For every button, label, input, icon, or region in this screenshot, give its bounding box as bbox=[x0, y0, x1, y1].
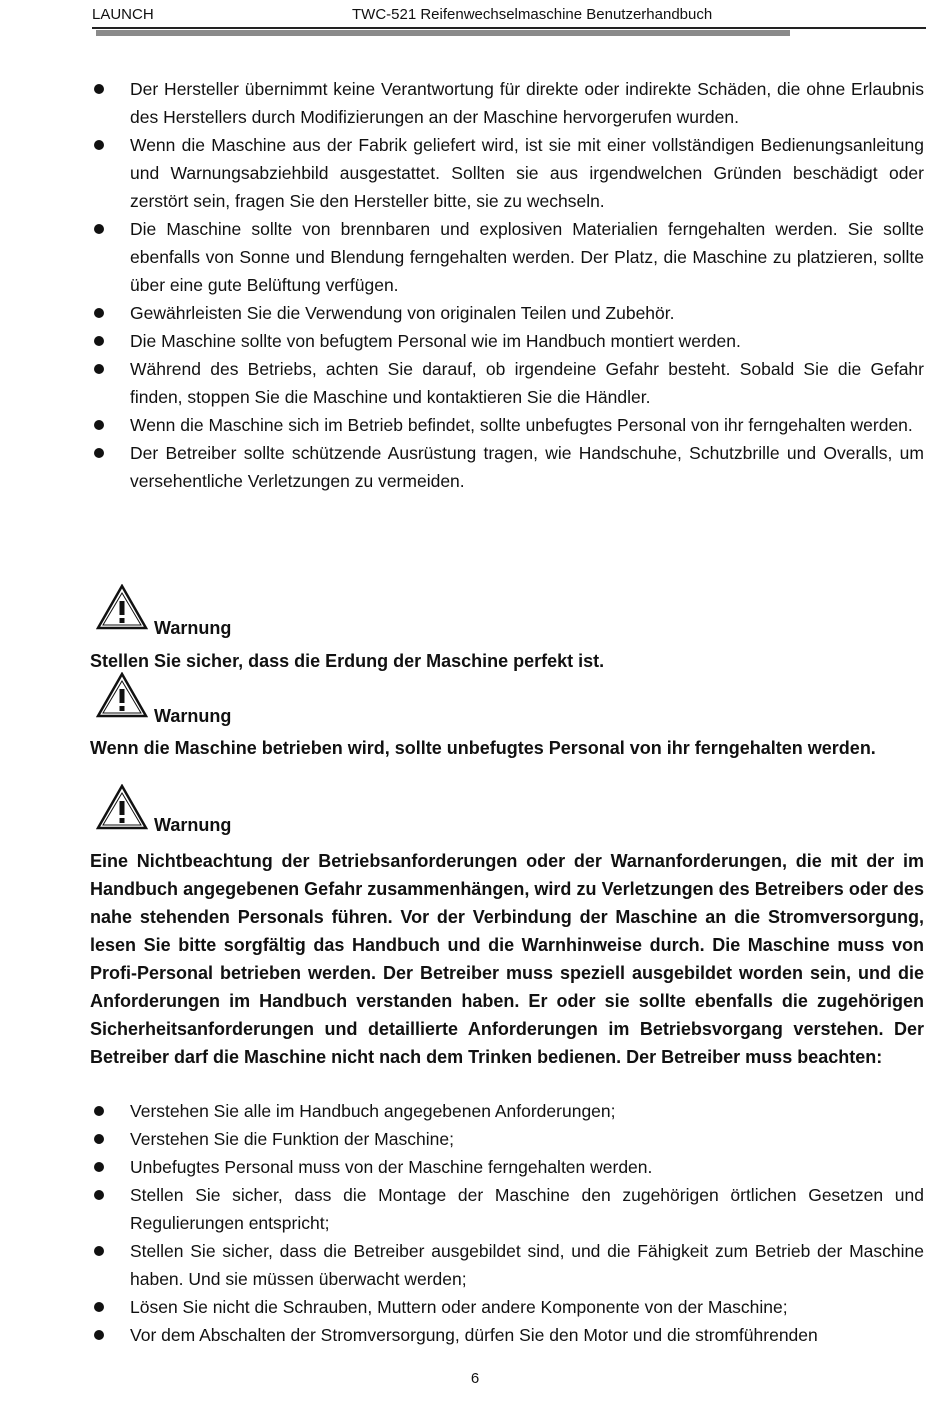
warning-label: Warnung bbox=[154, 815, 232, 835]
top-bullet-list bbox=[90, 75, 924, 495]
list-item: Lösen Sie nicht die Schrauben, Muttern oder andere Komponente von der Maschine; bbox=[90, 1293, 924, 1321]
list-item: Wenn die Maschine aus der Fabrik geliefert wird, ist sie mit einer vollständigen Bedienungsanleitung und Warnungsabziehbild ausgestattet. Sollten sie aus irgendwelchen Gründen beschädigt oder zerstört sein, fragen Sie den Hersteller bitte, sie zu wechseln. bbox=[90, 131, 924, 215]
header-rule bbox=[92, 27, 926, 29]
list-item: Der Hersteller übernimmt keine Verantwortung für direkte oder indirekte Schäden, die ohne Erlaubnis des Herstellers durch Modifizierungen an der Maschine hervorgerufen wurden. bbox=[90, 75, 924, 131]
list-item: Stellen Sie sicher, dass die Montage der Maschine den zugehörigen örtlichen Gesetzen und Regulierungen entspricht; bbox=[90, 1181, 924, 1237]
bullet-icon bbox=[94, 448, 104, 458]
list-item: Unbefugtes Personal muss von der Maschine ferngehalten werden. bbox=[90, 1153, 924, 1181]
bullet-icon bbox=[94, 1106, 104, 1116]
bullet-icon bbox=[94, 308, 104, 318]
warning-text-2: Wenn die Maschine betrieben wird, sollte unbefugtes Personal von ihr ferngehalten werden. bbox=[90, 738, 876, 758]
bullet-icon bbox=[94, 1330, 104, 1340]
header-title: TWC-521 Reifenwechselmaschine Benutzerhandbuch bbox=[352, 6, 713, 23]
bullet-icon bbox=[94, 1190, 104, 1200]
warning-label: Warnung bbox=[154, 618, 232, 638]
bullet-icon bbox=[94, 1302, 104, 1312]
bullet-icon bbox=[94, 1134, 104, 1144]
bullet-icon bbox=[94, 420, 104, 430]
list-item: Verstehen Sie alle im Handbuch angegebenen Anforderungen; bbox=[90, 1097, 924, 1125]
header-shadow-bar bbox=[96, 30, 790, 36]
list-item: Wenn die Maschine sich im Betrieb befindet, sollte unbefugtes Personal von ihr ferngehalten werden. bbox=[90, 411, 924, 439]
warning-text-1: Stellen Sie sicher, dass die Erdung der Maschine perfekt ist. bbox=[90, 651, 605, 671]
list-item: Die Maschine sollte von befugtem Personal wie im Handbuch montiert werden. bbox=[90, 327, 924, 355]
warning-triangle-icon bbox=[96, 784, 148, 830]
page-number: 6 bbox=[470, 1370, 480, 1387]
warning-label: Warnung bbox=[154, 706, 232, 726]
bullet-icon bbox=[94, 224, 104, 234]
bullet-icon bbox=[94, 140, 104, 150]
warning-text-3: Eine Nichtbeachtung der Betriebsanforderungen oder der Warnanforderungen, die mit der im Handbuch angegebenen Gefahr zusammenhängen, wird zu Verletzungen des Betreibers oder des nahe stehenden Personals führen. Vor der Verbindung der Maschine an die Stromversorgung, lesen Sie bitte sorgfältig das Handbuch und die Warnhinweise durch. Die Maschine muss von Profi-Personal betrieben werden. Der Betreiber muss speziell ausgebildet worden sein, und die Anforderungen im Handbuch verstanden haben. Er oder sie sollte ebenfalls die zugehörigen Sicherheitsanforderungen und detaillierte Anforderungen im Betriebsvorgang verstehen. Der Betreiber darf die Maschine nicht nach dem Trinken bedienen. Der Betreiber muss beachten: bbox=[90, 851, 924, 1067]
warning-triangle-icon bbox=[96, 672, 148, 718]
bullet-icon bbox=[94, 336, 104, 346]
bullet-icon bbox=[94, 364, 104, 374]
bottom-bullet-list bbox=[90, 1097, 924, 1349]
bullet-icon bbox=[94, 1162, 104, 1172]
bullet-icon bbox=[94, 1246, 104, 1256]
header-brand: LAUNCH bbox=[92, 6, 154, 23]
bullet-icon bbox=[94, 84, 104, 94]
list-item: Vor dem Abschalten der Stromversorgung, dürfen Sie den Motor und die stromführenden bbox=[90, 1321, 924, 1349]
warning-triangle-icon bbox=[96, 584, 148, 630]
page-header bbox=[0, 0, 950, 40]
list-item: Die Maschine sollte von brennbaren und explosiven Materialien ferngehalten werden. Sie sollte ebenfalls von Sonne und Blendung ferngehalten werden. Der Platz, die Maschine zu platzieren, sollte über eine gute Belüftung verfügen. bbox=[90, 215, 924, 299]
list-item: Stellen Sie sicher, dass die Betreiber ausgebildet sind, und die Fähigkeit zum Betrieb der Maschine haben. Und sie müssen überwacht werden; bbox=[90, 1237, 924, 1293]
list-item: Der Betreiber sollte schützende Ausrüstung tragen, wie Handschuhe, Schutzbrille und Overalls, um versehentliche Verletzungen zu vermeiden. bbox=[90, 439, 924, 495]
list-item: Verstehen Sie die Funktion der Maschine; bbox=[90, 1125, 924, 1153]
list-item: Gewährleisten Sie die Verwendung von originalen Teilen und Zubehör. bbox=[90, 299, 924, 327]
list-item: Während des Betriebs, achten Sie darauf, ob irgendeine Gefahr besteht. Sobald Sie die Gefahr finden, stoppen Sie die Maschine und kontaktieren Sie die Händler. bbox=[90, 355, 924, 411]
